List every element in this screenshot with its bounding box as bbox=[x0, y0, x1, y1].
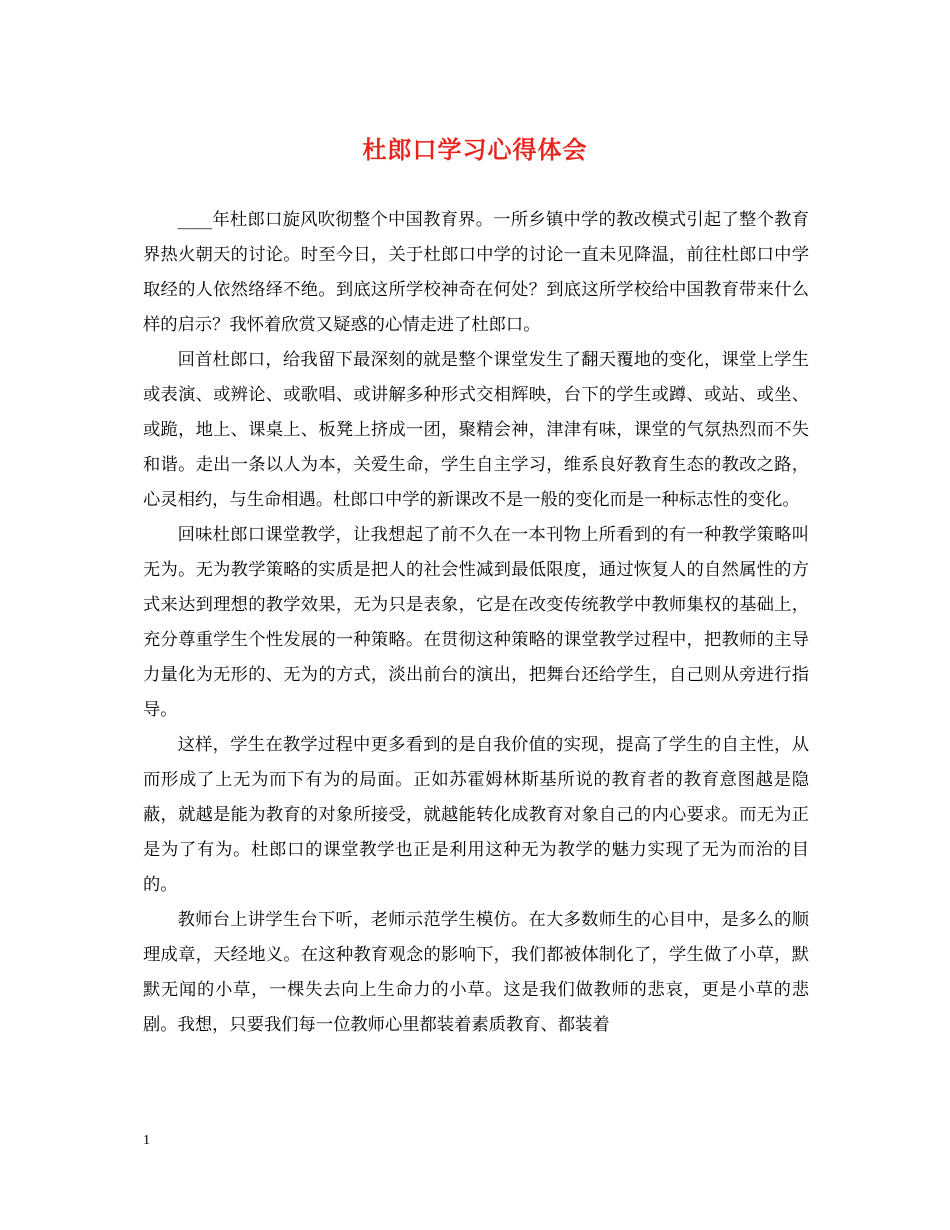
page-number: 1 bbox=[143, 1133, 150, 1148]
paragraph-5: 教师台上讲学生台下听，老师示范学生模仿。在大多数师生的心目中，是多么的顺理成章，天经地义。在这种教育观念的影响下，我们都被体制化了，学生做了小草，默默无闻的小草，一棵失去向上生命力的小草。这是我们做教师的悲哀，更是小草的悲剧。我想，只要我们每一位教师心里都装着素质教育、都装着 bbox=[143, 910, 809, 1035]
paragraph-4: 这样，学生在教学过程中更多看到的是自我价值的实现，提高了学生的自主性，从而形成了上无为而下有为的局面。正如苏霍姆林斯基所说的教育者的教育意图越是隐蔽，就越是能为教育的对象所接受，就越能转化成教育对象自己的内心要求。而无为正是为了有为。杜郎口的课堂教学也正是利用这种无为教学的魅力实现了无为而治的目的。 bbox=[143, 735, 809, 895]
paragraph-1: ____年杜郎口旋风吹彻整个中国教育界。一所乡镇中学的教改模式引起了整个教育界热火朝天的讨论。时至今日，关于杜郎口中学的讨论一直未见降温，前往杜郎口中学取经的人依然络绎不绝。到底这所学校神奇在何处？到底这所学校给中国教育带来什么样的启示？我怀着欣赏又疑惑的心情走进了杜郎口。 bbox=[143, 210, 809, 335]
paragraph-3: 回味杜郎口课堂教学，让我想起了前不久在一本刊物上所看到的有一种教学策略叫无为。无为教学策略的实质是把人的社会性减到最低限度，通过恢复人的自然属性的方式来达到理想的教学效果，无为只是表象，它是在改变传统教学中教师集权的基础上，充分尊重学生个性发展的一种策略。在贯彻这种策略的课堂教学过程中，把教师的主导力量化为无形的、无为的方式，淡出前台的演出，把舞台还给学生，自己则从旁进行指导。 bbox=[143, 525, 809, 720]
document-body bbox=[143, 203, 809, 1043]
paragraph-2: 回首杜郎口，给我留下最深刻的就是整个课堂发生了翻天覆地的变化，课堂上学生或表演、或辨论、或歌唱、或讲解多种形式交相辉映，台下的学生或蹲、或站、或坐、或跪，地上、课桌上、板凳上挤成一团，聚精会神，津津有味，课堂的气氛热烈而不失和谐。走出一条以人为本，关爱生命，学生自主学习，维系良好教育生态的教改之路，心灵相约，与生命相遇。杜郎口中学的新课改不是一般的变化而是一种标志性的变化。 bbox=[143, 350, 809, 510]
document-title: 杜郎口学习心得体会 bbox=[362, 135, 588, 164]
